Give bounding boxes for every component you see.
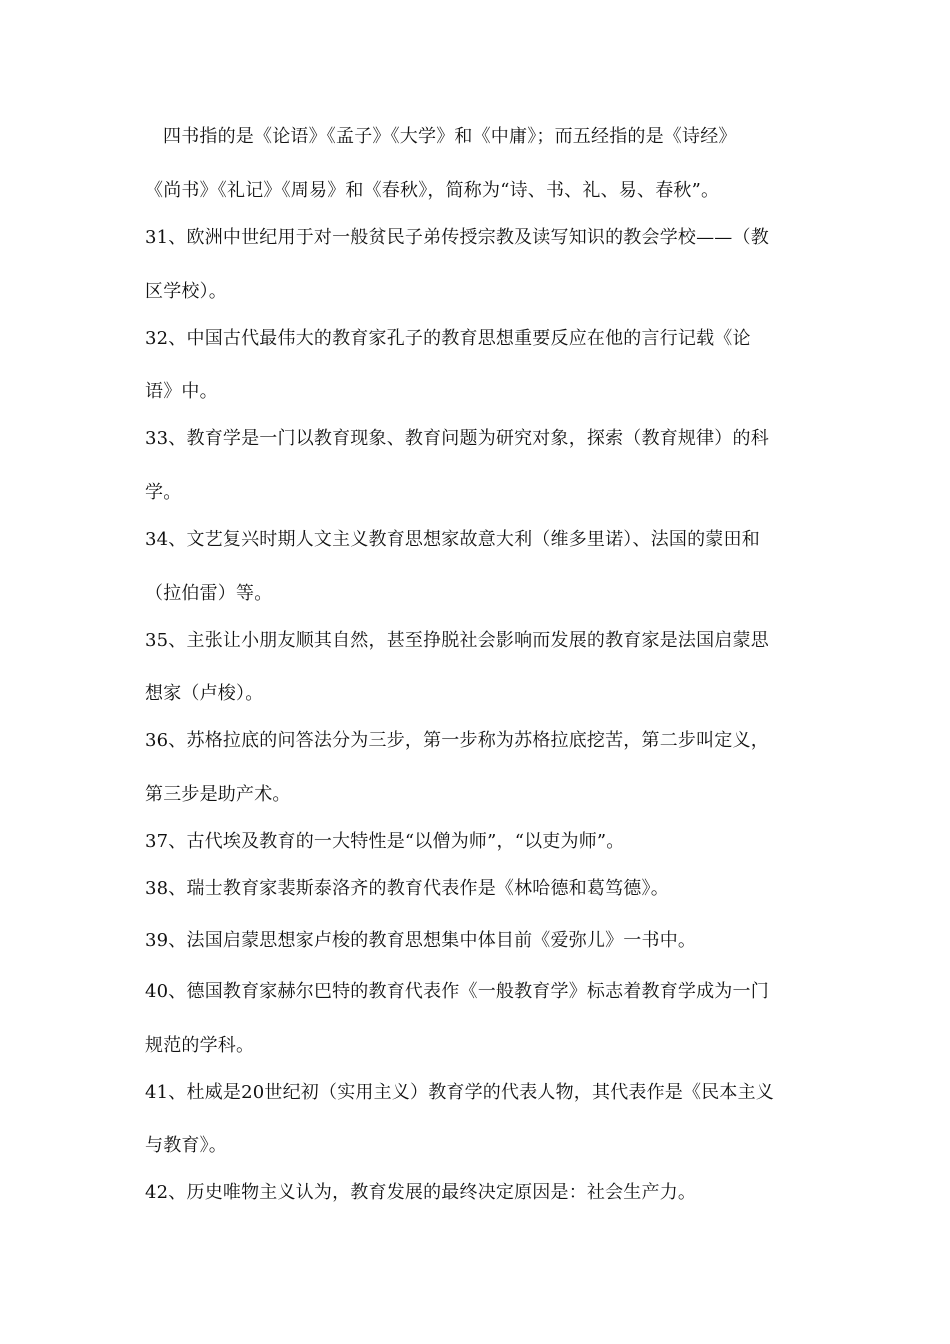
text-line: 学。 — [145, 482, 182, 503]
text-line: 39、法国启蒙思想家卢梭的教育思想集中体目前《爱弥儿》一书中。 — [145, 930, 697, 951]
text-line: 四书指的是《论语》《孟子》《大学》和《中庸》；而五经指的是《诗经》 — [163, 126, 737, 147]
text-line: 40、德国教育家赫尔巴特的教育代表作《一般教育学》标志着教育学成为一门 — [145, 981, 769, 1002]
text-line: 34、文艺复兴时期人文主义教育思想家故意大利（维多里诺）、法国的蒙田和 — [145, 529, 760, 550]
text-line: 35、主张让小朋友顺其自然，甚至挣脱社会影响而发展的教育家是法国启蒙思 — [145, 630, 769, 651]
text-line: 32、中国古代最伟大的教育家孔子的教育思想重要反应在他的言行记载《论 — [145, 328, 751, 349]
text-line: 区学校）。 — [145, 281, 227, 302]
text-line: 37、古代埃及教育的一大特性是“以僧为师”，“以吏为师”。 — [145, 831, 625, 852]
text-line: 33、教育学是一门以教育现象、教育问题为研究对象，探索（教育规律）的科 — [145, 428, 769, 449]
text-line: 想家（卢梭）。 — [145, 683, 264, 704]
text-line: 第三步是助产术。 — [145, 784, 291, 805]
text-line: 规范的学科。 — [145, 1035, 255, 1056]
text-line: （拉伯雷）等。 — [145, 583, 273, 604]
text-line: 38、瑞士教育家裴斯泰洛齐的教育代表作是《林哈德和葛笃德》。 — [145, 878, 669, 899]
text-line: 与教育》。 — [145, 1135, 227, 1156]
text-line: 《尚书》《礼记》《周易》和《春秋》，简称为“诗、书、礼、易、春秋”。 — [145, 180, 720, 201]
text-line: 语》中。 — [145, 381, 218, 402]
text-line: 31、欧洲中世纪用于对一般贫民子弟传授宗教及读写知识的教会学校——（教 — [145, 227, 769, 248]
text-line: 36、苏格拉底的问答法分为三步，第一步称为苏格拉底挖苦，第二步叫定义， — [145, 730, 769, 751]
text-line: 41、杜威是20世纪初（实用主义）教育学的代表人物，其代表作是《民本主义 — [145, 1082, 775, 1103]
text-line: 42、历史唯物主义认为，教育发展的最终决定原因是：社会生产力。 — [145, 1182, 697, 1203]
